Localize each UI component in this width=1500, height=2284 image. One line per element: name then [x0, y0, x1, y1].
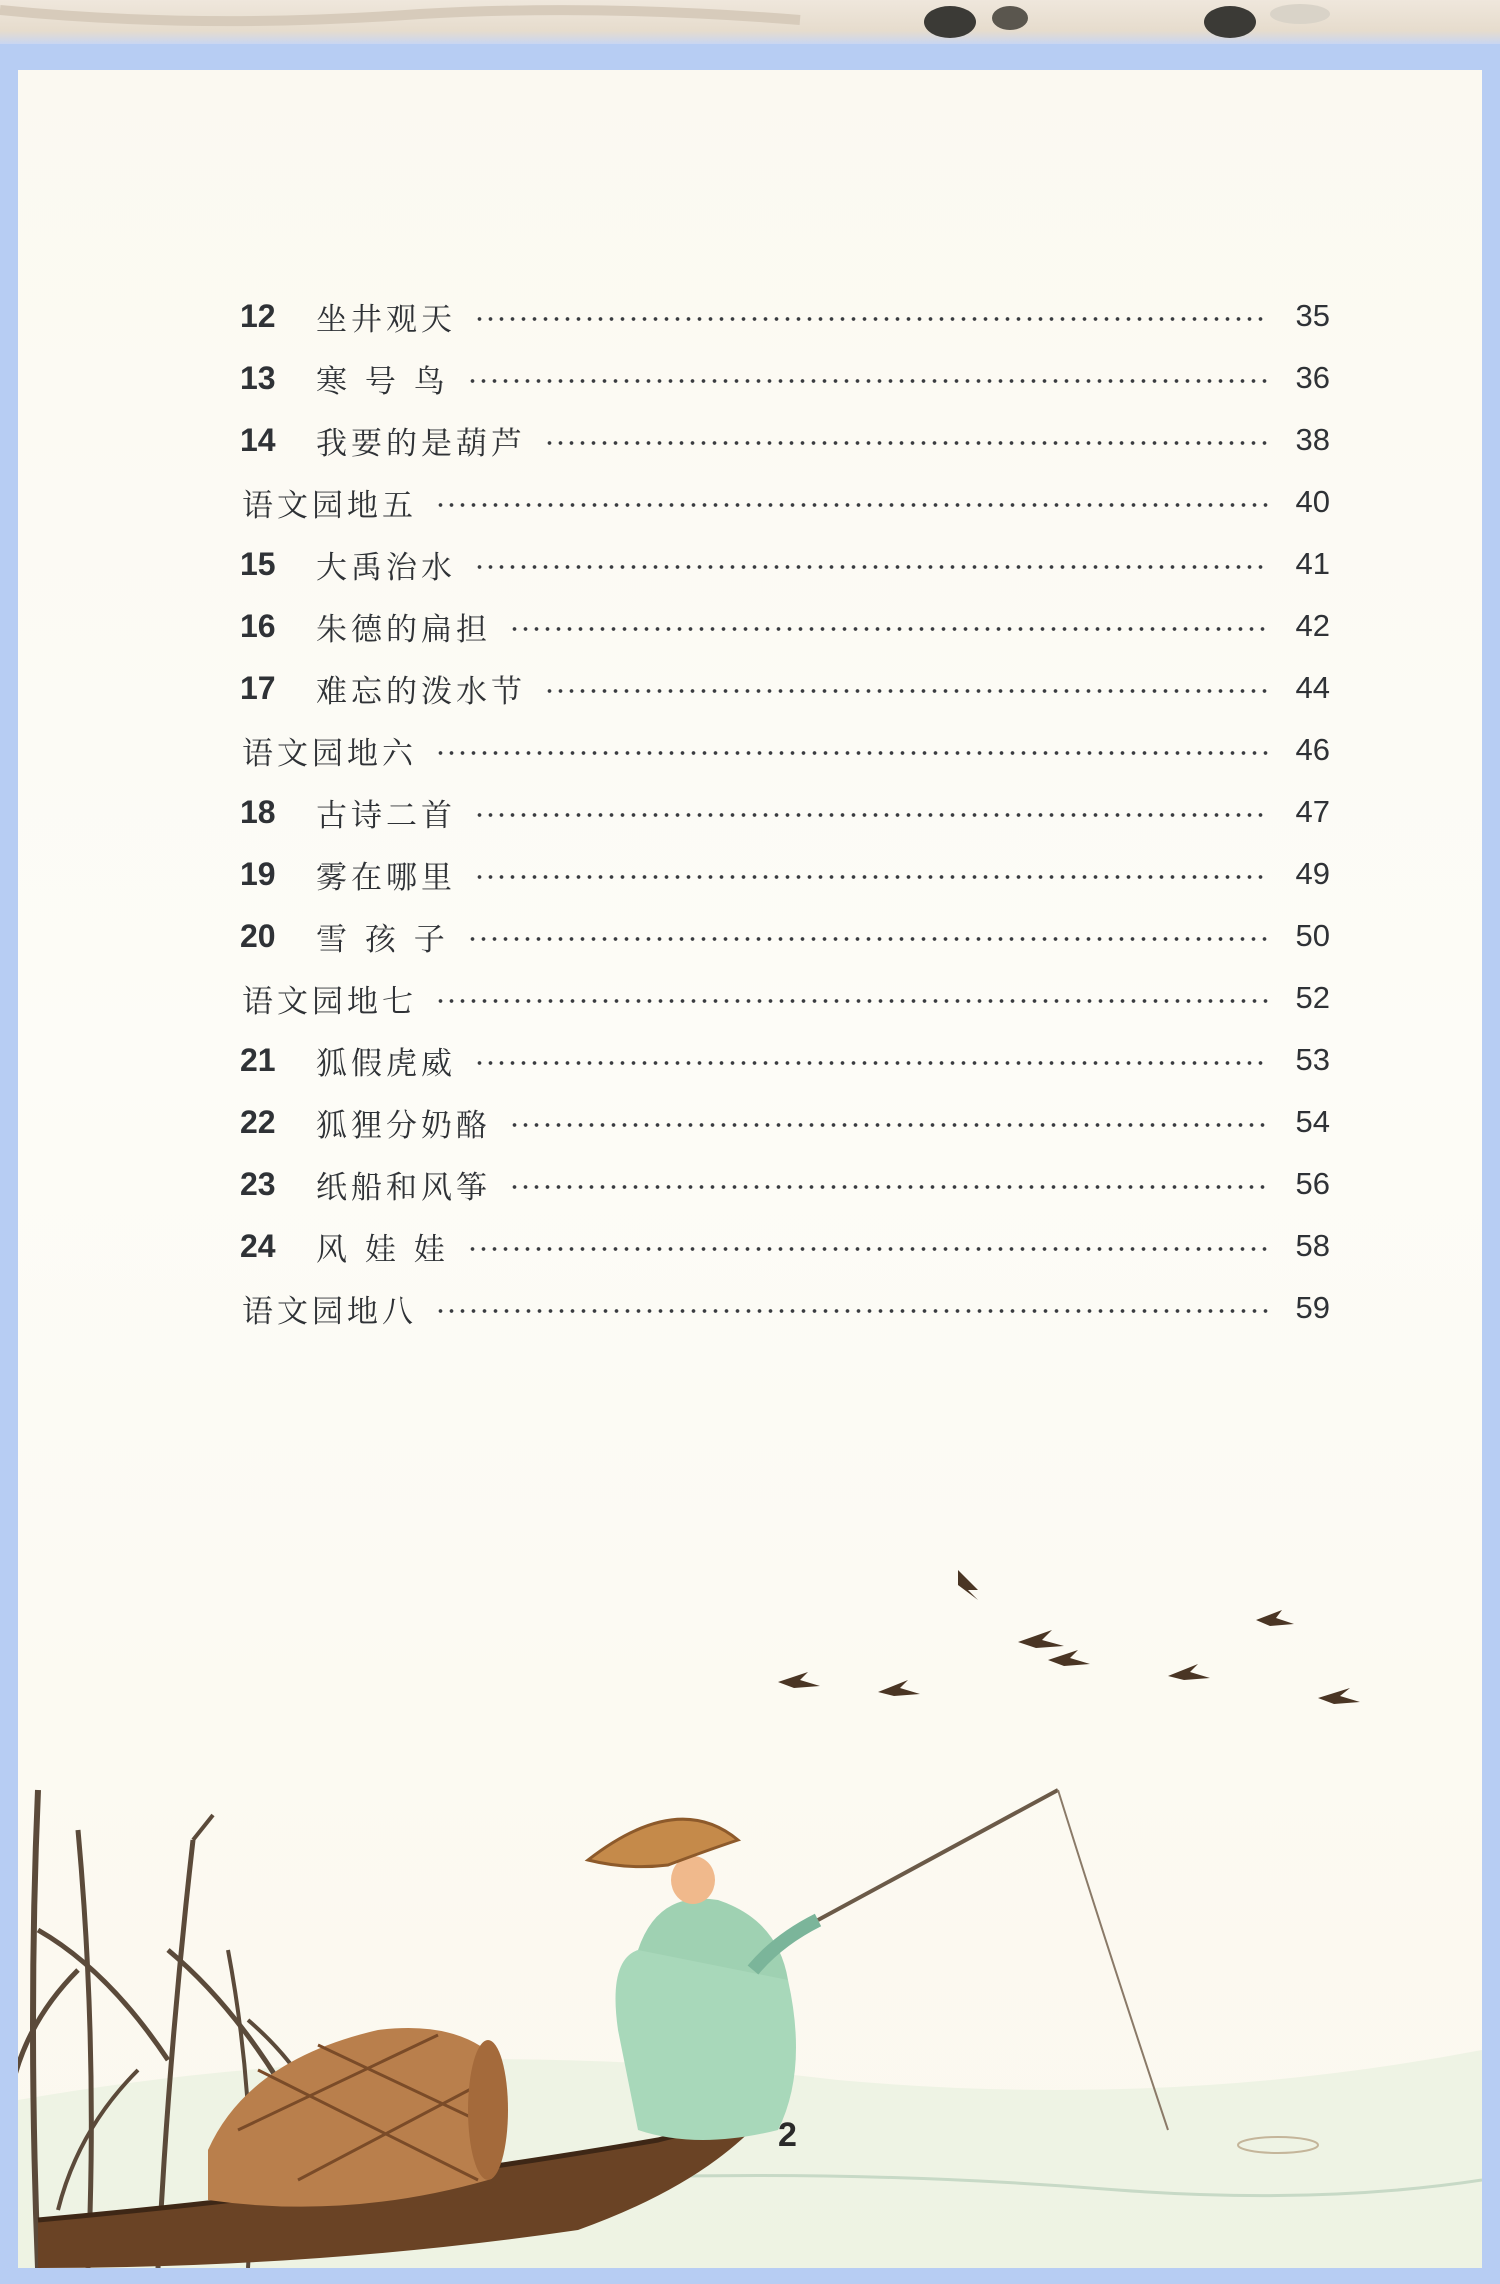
- section-title: 语文园地六: [242, 735, 417, 772]
- lesson-title: 风 娃 娃: [316, 1231, 449, 1268]
- lesson-number: 21: [240, 1041, 276, 1078]
- leader-dots: [435, 750, 1268, 756]
- toc-page: [18, 70, 1482, 2268]
- toc-entry[interactable]: [240, 1216, 1330, 1276]
- lesson-title: 朱德的扁担: [316, 611, 491, 648]
- toc-entry[interactable]: [240, 1092, 1330, 1152]
- page-ref: 52: [1295, 980, 1330, 1015]
- page-ref: 40: [1295, 484, 1330, 519]
- toc-section-entry[interactable]: [240, 720, 1330, 780]
- page-ref: 58: [1295, 1228, 1330, 1263]
- page-ref: 50: [1295, 918, 1330, 953]
- lesson-number: 16: [240, 607, 276, 644]
- lesson-number: 19: [240, 855, 276, 892]
- lesson-number: 18: [240, 793, 276, 830]
- leader-dots: [435, 998, 1268, 1004]
- leader-dots: [544, 440, 1268, 446]
- page-ref: 46: [1295, 732, 1330, 767]
- section-title: 语文园地五: [242, 487, 417, 524]
- lesson-number: 20: [240, 917, 276, 954]
- page-ref: 36: [1295, 360, 1330, 395]
- toc-section-entry[interactable]: [240, 1278, 1330, 1338]
- page-ref: 42: [1295, 608, 1330, 643]
- toc-entry[interactable]: [240, 286, 1330, 346]
- page-ref: 47: [1295, 794, 1330, 829]
- page-ref: 38: [1295, 422, 1330, 457]
- lesson-number: 23: [240, 1165, 276, 1202]
- fish-basket-icon: [208, 2028, 508, 2207]
- leader-dots: [474, 812, 1268, 818]
- leader-dots: [474, 316, 1268, 322]
- leader-dots: [467, 936, 1268, 942]
- lesson-number: 12: [240, 297, 276, 334]
- page-ref: 41: [1295, 546, 1330, 581]
- toc-entry[interactable]: [240, 348, 1330, 408]
- page-ref: 49: [1295, 856, 1330, 891]
- lesson-title: 狐狸分奶酪: [316, 1107, 491, 1144]
- page-ref: 56: [1295, 1166, 1330, 1201]
- toc-entry[interactable]: [240, 1030, 1330, 1090]
- lesson-title: 雾在哪里: [316, 859, 456, 896]
- toc-entry[interactable]: [240, 844, 1330, 904]
- lesson-number: 17: [240, 669, 276, 706]
- lesson-title: 大禹治水: [316, 549, 456, 586]
- leader-dots: [509, 1184, 1268, 1190]
- lesson-number: 13: [240, 359, 276, 396]
- lesson-number: 15: [240, 545, 276, 582]
- page-ref: 44: [1295, 670, 1330, 705]
- leader-dots: [474, 874, 1268, 880]
- page-ref: 35: [1295, 298, 1330, 333]
- toc-entry[interactable]: [240, 1154, 1330, 1214]
- lesson-title: 坐井观天: [316, 301, 456, 338]
- lesson-title: 难忘的泼水节: [316, 673, 526, 710]
- toc-entry[interactable]: [240, 410, 1330, 470]
- leader-dots: [474, 1060, 1268, 1066]
- toc-entry[interactable]: [240, 534, 1330, 594]
- lesson-number: 22: [240, 1103, 276, 1140]
- toc-section-entry[interactable]: [240, 472, 1330, 532]
- page-ref: 53: [1295, 1042, 1330, 1077]
- birds-icon: [778, 1570, 1360, 1704]
- lesson-title: 我要的是葫芦: [316, 425, 526, 462]
- toc-entry[interactable]: [240, 906, 1330, 966]
- leader-dots: [544, 688, 1268, 694]
- toc-entry[interactable]: [240, 658, 1330, 718]
- top-pots-icon: [0, 0, 1500, 44]
- lesson-title: 雪 孩 子: [316, 921, 449, 958]
- lesson-title: 狐假虎威: [316, 1045, 456, 1082]
- page-ref: 59: [1295, 1290, 1330, 1325]
- leader-dots: [467, 1246, 1268, 1252]
- lesson-number: 14: [240, 421, 276, 458]
- page-number: 2: [778, 2116, 797, 2154]
- lesson-title: 寒 号 鸟: [316, 363, 449, 400]
- section-title: 语文园地七: [242, 983, 417, 1020]
- leader-dots: [435, 1308, 1268, 1314]
- leader-dots: [509, 626, 1268, 632]
- lesson-title: 纸船和风筝: [316, 1169, 491, 1206]
- leader-dots: [435, 502, 1268, 508]
- toc-section-entry[interactable]: [240, 968, 1330, 1028]
- leader-dots: [509, 1122, 1268, 1128]
- section-title: 语文园地八: [242, 1293, 417, 1330]
- top-illustration-strip: [0, 0, 1500, 44]
- page-ref: 54: [1295, 1104, 1330, 1139]
- lesson-number: 24: [240, 1227, 276, 1264]
- leader-dots: [474, 564, 1268, 570]
- toc-entry[interactable]: [240, 596, 1330, 656]
- leader-dots: [467, 378, 1268, 384]
- toc-entry[interactable]: [240, 782, 1330, 842]
- lesson-title: 古诗二首: [316, 797, 456, 834]
